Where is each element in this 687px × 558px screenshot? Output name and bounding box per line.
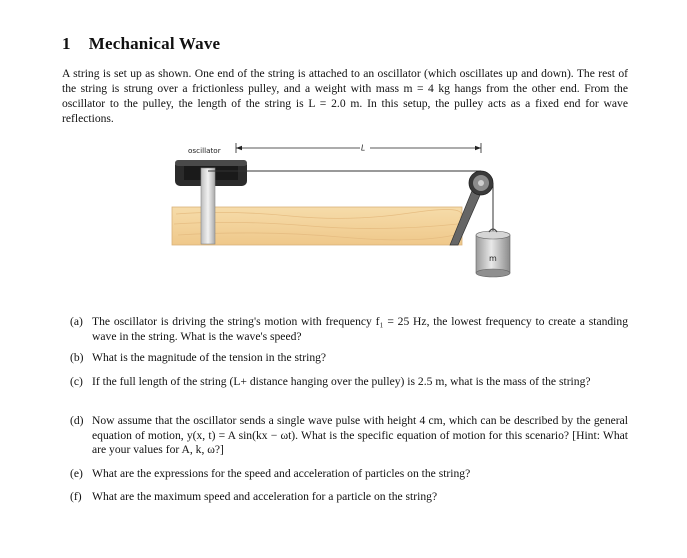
question-text: Now assume that the oscillator sends a single wave pulse with height 4 cm, which can be described by the general equation of motion, y(x, t) = A sin(kx − ωt). What is the specific equation of motion for this scenario? [Hint: What are your values for A, k, ω?] [92, 414, 628, 457]
question-item [70, 490, 628, 505]
length-dimension [236, 143, 481, 153]
question-text: What is the magnitude of the tension in the string? [92, 351, 327, 364]
question-item [70, 414, 628, 458]
hanging-mass [476, 229, 510, 277]
question-item [70, 467, 628, 482]
section-title: Mechanical Wave [88, 34, 221, 53]
question-text: The oscillator is driving the string's motion with frequency f₁ = 25 Hz, the lowest frequency to create a standing wave in the string. What is the wave's speed? [92, 315, 628, 343]
section-number: 1 [62, 34, 71, 53]
oscillator-label: oscillator [188, 146, 221, 155]
setup-figure [170, 140, 520, 280]
mass-label: m [489, 254, 497, 263]
question-item [70, 315, 628, 344]
section-heading [62, 34, 220, 54]
intro-paragraph: A string is set up as shown. One end of the string is attached to an oscillator (which oscillates up and down). The rest of the string is strung over a frictionless pulley, and a weight with mass m = 4 kg hangs from the other end. From the oscillator to the pulley, the length of the string is L = 2.0 m. In this setup, the pulley acts as a fixed end for wave reflections. [62, 67, 628, 125]
question-text: What are the maximum speed and acceleration for a particle on the string? [92, 490, 438, 503]
question-text: If the full length of the string (L+ distance hanging over the pulley) is 2.5 m, what is the mass of the string? [92, 375, 591, 388]
question-label: (f) [70, 490, 82, 503]
length-label: L [361, 143, 366, 153]
question-label: (d) [70, 414, 84, 427]
question-label: (e) [70, 467, 83, 480]
wood-table [172, 207, 462, 245]
question-text: What are the expressions for the speed and acceleration of particles on the string? [92, 467, 471, 480]
question-item [70, 351, 628, 366]
question-label: (c) [70, 375, 83, 388]
question-label: (b) [70, 351, 84, 364]
question-label: (a) [70, 315, 83, 328]
question-item [70, 375, 628, 390]
